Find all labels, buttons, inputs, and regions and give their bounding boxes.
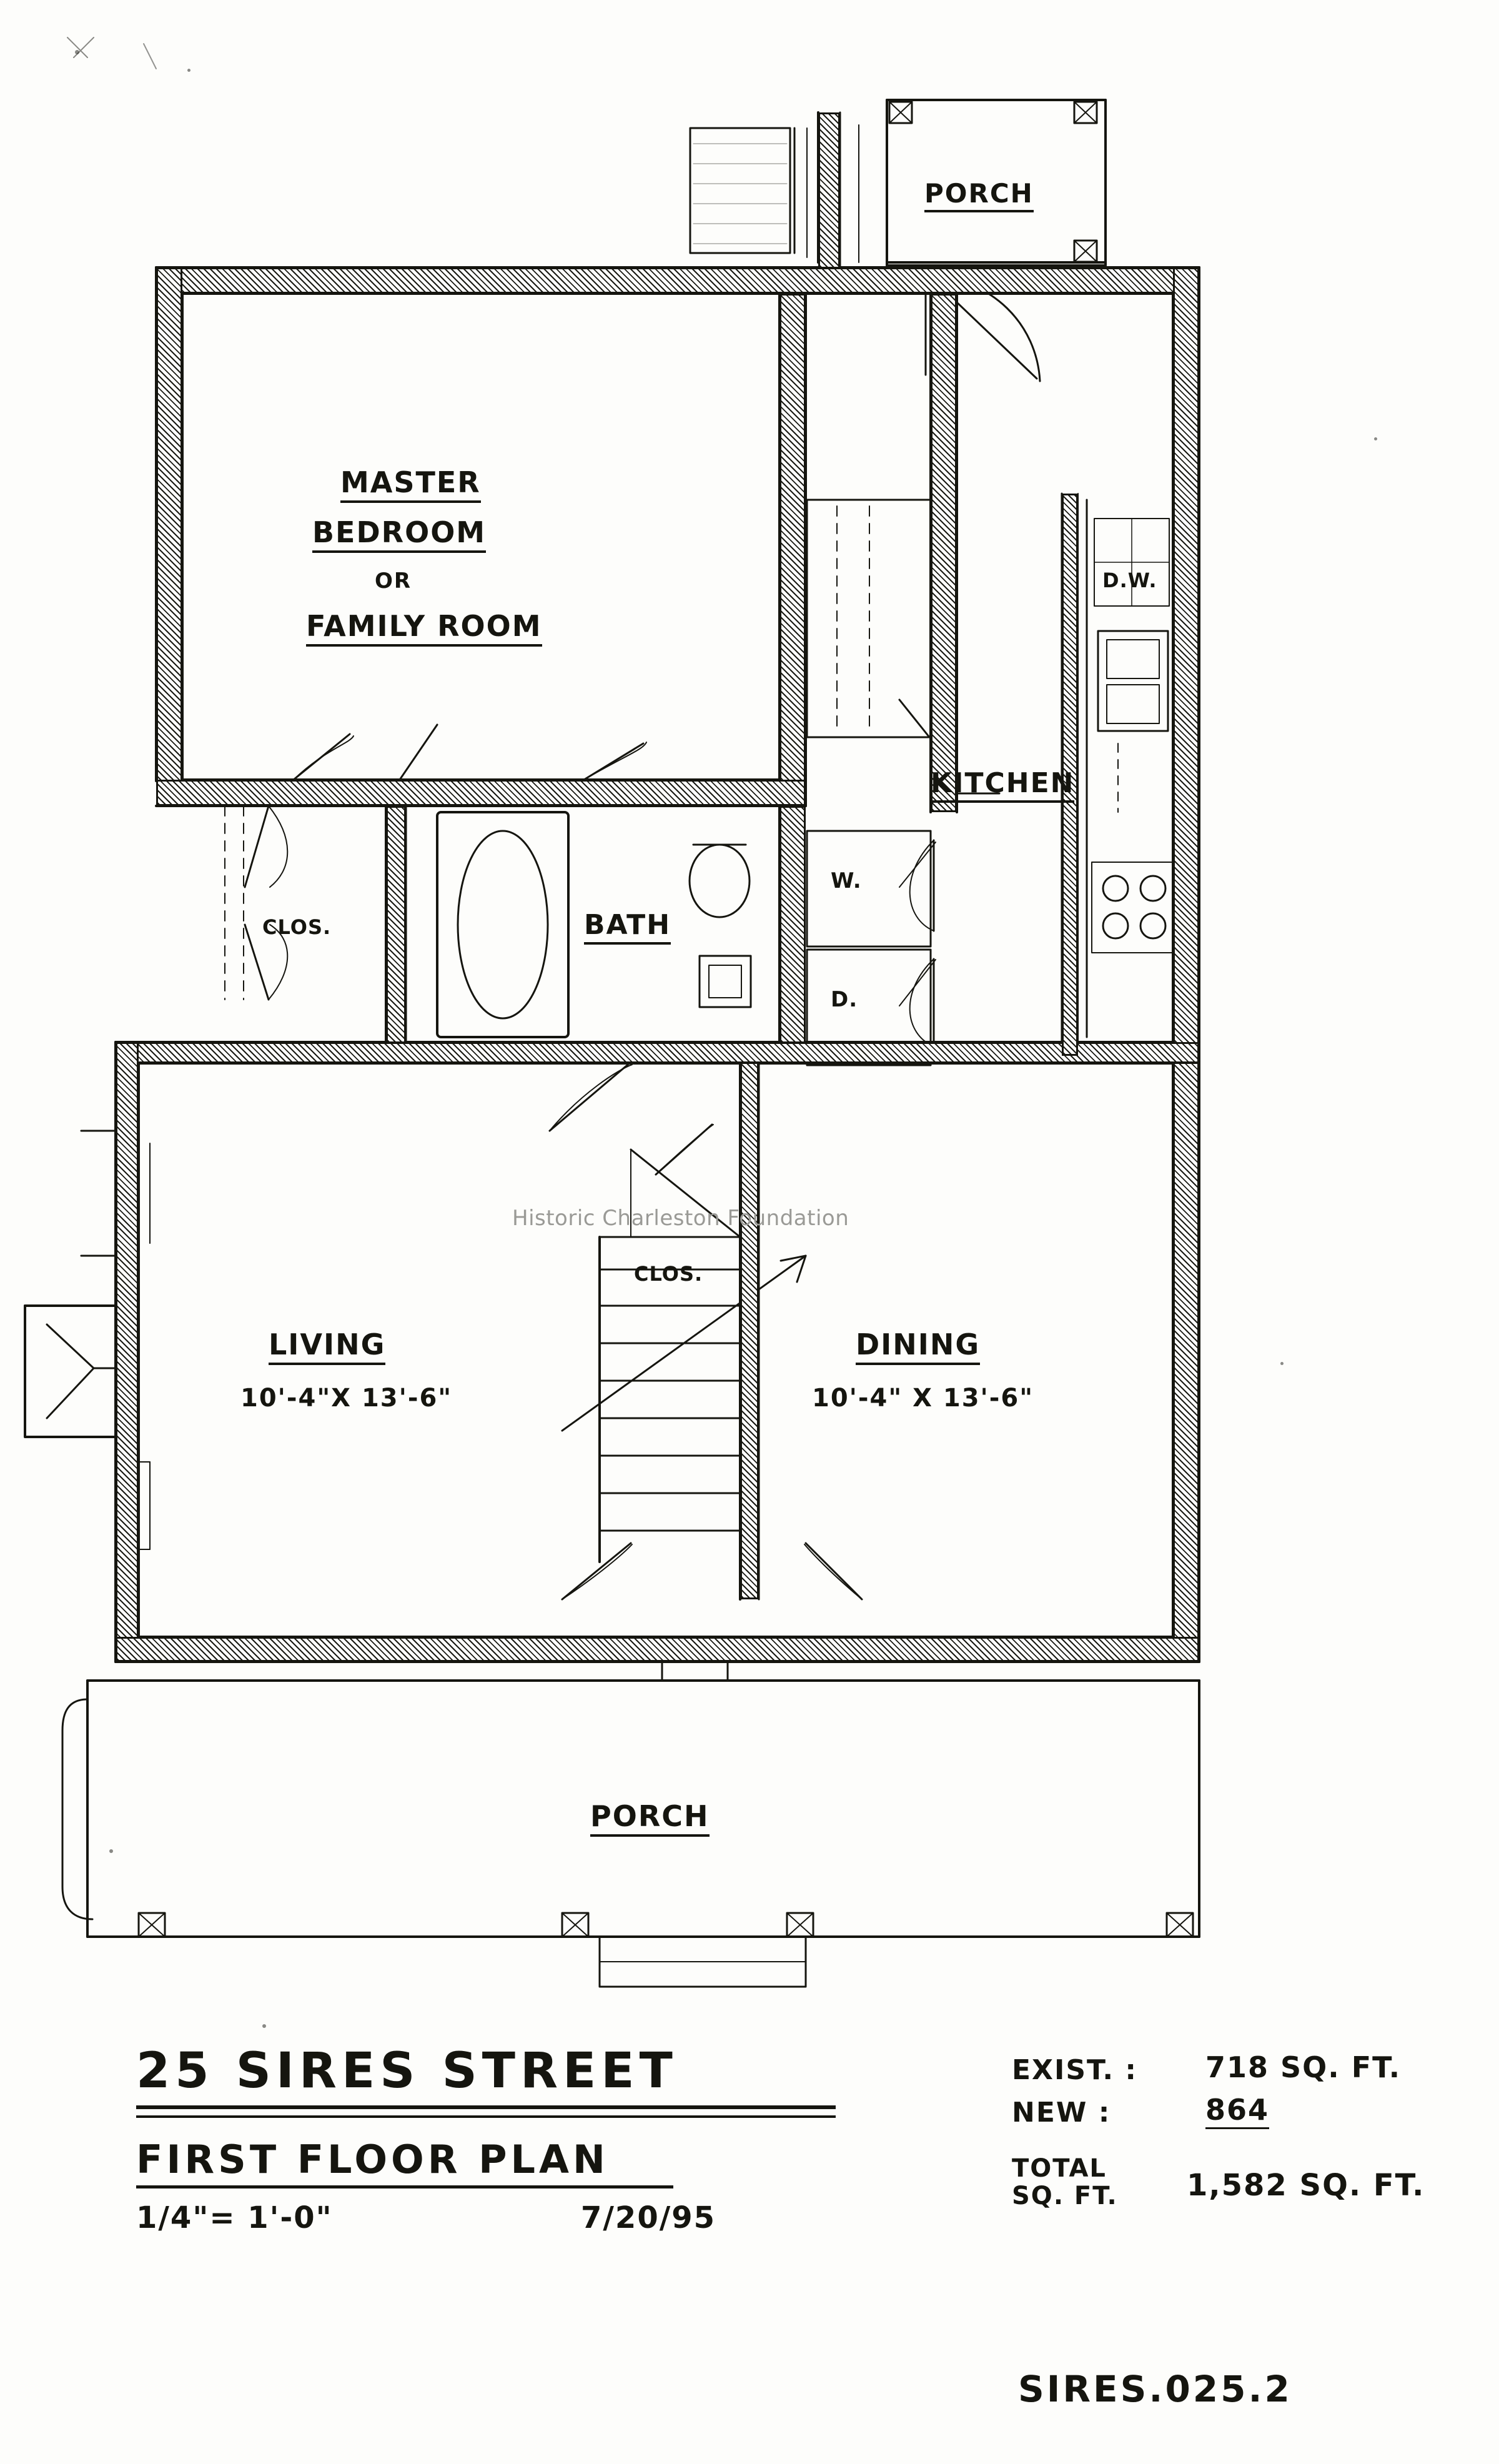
wall-left-addition (156, 267, 182, 786)
wall-top-addition (156, 267, 1199, 294)
room-label-master-line3: OR (375, 569, 412, 594)
area-existing-value: 718 SQ. FT. (1205, 2050, 1402, 2084)
room-label-living: LIVING (269, 1328, 385, 1365)
area-new-value: 864 (1205, 2093, 1269, 2129)
wall-right-addition (1173, 267, 1199, 1062)
room-dims-living: 10'-4"X 13'-6" (240, 1384, 453, 1413)
label-dryer: D. (831, 987, 858, 1012)
label-closet-master: CLOS. (262, 915, 332, 939)
title-plan-name: FIRST FLOOR PLAN (136, 2137, 609, 2182)
paper-speck (187, 69, 190, 72)
wall-mid-house (116, 1042, 1199, 1063)
title-rule-3 (136, 2185, 673, 2188)
watermark: Historic Charleston Foundation (512, 1206, 849, 1231)
room-label-master-line4: FAMILY ROOM (306, 609, 542, 647)
title-rule-1 (136, 2105, 836, 2109)
wall-front-existing (116, 1637, 1199, 1662)
paper-speck (1374, 437, 1377, 440)
room-label-master-line2: BEDROOM (312, 515, 486, 553)
room-label-kitchen: KITCHEN (931, 767, 1074, 803)
title-block (0, 2018, 1499, 2330)
label-dishwasher: D.W. (1102, 569, 1157, 592)
wall-rear-porch-return (818, 112, 840, 269)
paper-speck (109, 1849, 113, 1853)
area-total-value: 1,582 SQ. FT. (1187, 2168, 1425, 2203)
wall-left-existing (116, 1042, 139, 1662)
wall-bath-right (779, 806, 806, 1043)
area-existing-label: EXIST. : (1012, 2054, 1138, 2086)
paper-speck (75, 50, 79, 54)
area-total-label-line1: TOTAL (1012, 2154, 1107, 2183)
room-label-porch-front: PORCH (590, 1799, 710, 1837)
room-dims-dining: 10'-4" X 13'-6" (812, 1384, 1034, 1413)
area-total-label-line2: SQ. FT. (1012, 2182, 1118, 2210)
title-date: 7/20/95 (581, 2200, 716, 2235)
wall-hall-left (779, 294, 806, 806)
paper-speck (1280, 1362, 1284, 1365)
room-label-master-line1: MASTER (340, 465, 481, 503)
title-address: 25 SIRES STREET (136, 2043, 678, 2099)
drawing-number: SIRES.025.2 (1018, 2368, 1292, 2410)
title-scale: 1/4"= 1'-0" (136, 2200, 333, 2235)
room-label-dining: DINING (856, 1328, 980, 1365)
label-closet-stair: CLOS. (634, 1262, 703, 1286)
wall-master-bottom (156, 780, 806, 806)
room-label-bath: BATH (584, 909, 671, 945)
wall-hall-right (931, 294, 957, 812)
wall-right-existing (1173, 1062, 1199, 1662)
wall-center-partition (740, 1062, 759, 1599)
wall-closet-right (386, 806, 406, 1043)
area-new-label: NEW : (1012, 2097, 1111, 2129)
room-label-porch-rear: PORCH (924, 178, 1034, 212)
label-washer: W. (831, 868, 862, 893)
paper-speck (262, 2024, 266, 2028)
title-rule-2 (136, 2115, 836, 2118)
